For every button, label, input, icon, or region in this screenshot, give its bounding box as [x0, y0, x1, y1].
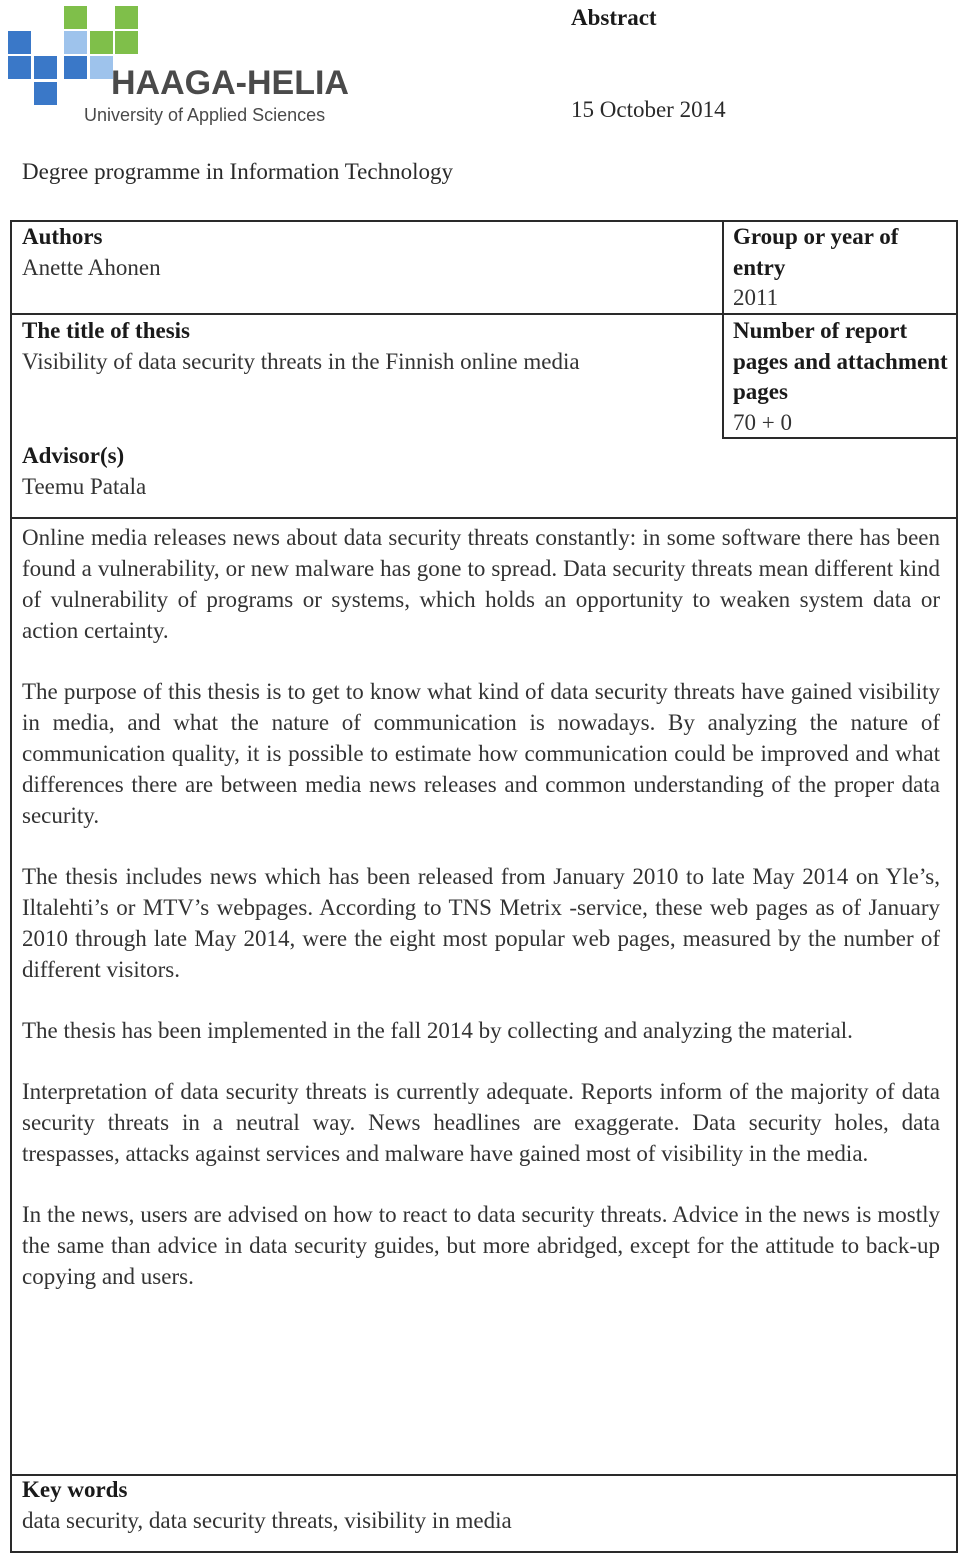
degree-programme: Degree programme in Information Technology: [22, 159, 453, 184]
keywords-label: Key words: [22, 1477, 128, 1502]
pages-value: 70 + 0: [733, 409, 792, 435]
divider: [10, 517, 958, 519]
authors-value: Anette Ahonen: [22, 255, 161, 280]
document-date: 15 October 2014: [571, 97, 726, 122]
logo-subtitle: University of Applied Sciences: [84, 105, 326, 125]
keywords-value: data security, data security threats, visibility in media: [22, 1508, 512, 1533]
group-value: 2011: [733, 285, 779, 310]
advisor-value: Teemu Patala: [22, 474, 147, 499]
abstract-paragraph: The thesis has been implemented in the fall 2014 by collecting and analyzing the material.: [22, 1018, 853, 1043]
divider: [10, 1474, 958, 1476]
haaga-helia-logo: [8, 4, 368, 129]
column-divider: [722, 220, 724, 439]
logo-mark-icon: [8, 4, 368, 129]
thesis-title-label: The title of thesis: [22, 318, 191, 343]
abstract-paragraph: In the news, users are advised on how to react to data security threats. Advice in the news is mostly the same than advice in data security guides, but more abridged, except for the attitude to back-up copying and users.: [22, 1202, 940, 1289]
group-label: Group or year of entry: [733, 224, 899, 280]
abstract-paragraph: The purpose of this thesis is to get to know what kind of data security threats have gained visibility in media, and what the nature of communication is nowadays. By analyzing the nature of communication quality, it is possible to estimate how communication could be improved and what differences there are between media news releases and common understanding of the proper data security.: [22, 679, 940, 828]
abstract-paragraph: Interpretation of data security threats is currently adequate. Reports inform of the majority of data security threats in a neutral way. News headlines are exaggerate. Data security holes, data trespasses, attacks against services and malware have gained most of visibility in the media.: [22, 1079, 940, 1166]
group-cell: [733, 222, 953, 314]
advisor-label: Advisor(s): [22, 443, 125, 468]
document-type-heading: Abstract: [571, 5, 657, 30]
authors-label: Authors: [22, 224, 103, 249]
thesis-title-value: Visibility of data security threats in the Finnish online media: [22, 349, 580, 374]
pages-label: Number of report pages and attachment pages: [733, 318, 948, 404]
divider: [10, 313, 722, 315]
abstract-paragraph: Online media releases news about data security threats constantly: in some software there has been found a vulnerability, or new malware has gone to spread. Data security threats mean different kind of vulnerability of programs or systems, which holds an opportunity to weaken system data or action certainty.: [22, 525, 940, 643]
logo-name: HAAGA-HELIA: [111, 64, 349, 102]
abstract-paragraph: The thesis includes news which has been released from January 2010 to late May 2014 on Yle’s, Iltalehti’s or MTV’s webpages. According to TNS Metrix -service, these web pages as of January 2010 through late May 2014, were the eight most popular web pages, measured by the number of different visitors.: [22, 864, 940, 982]
abstract-body: [22, 522, 940, 1322]
pages-cell: [733, 316, 953, 438]
